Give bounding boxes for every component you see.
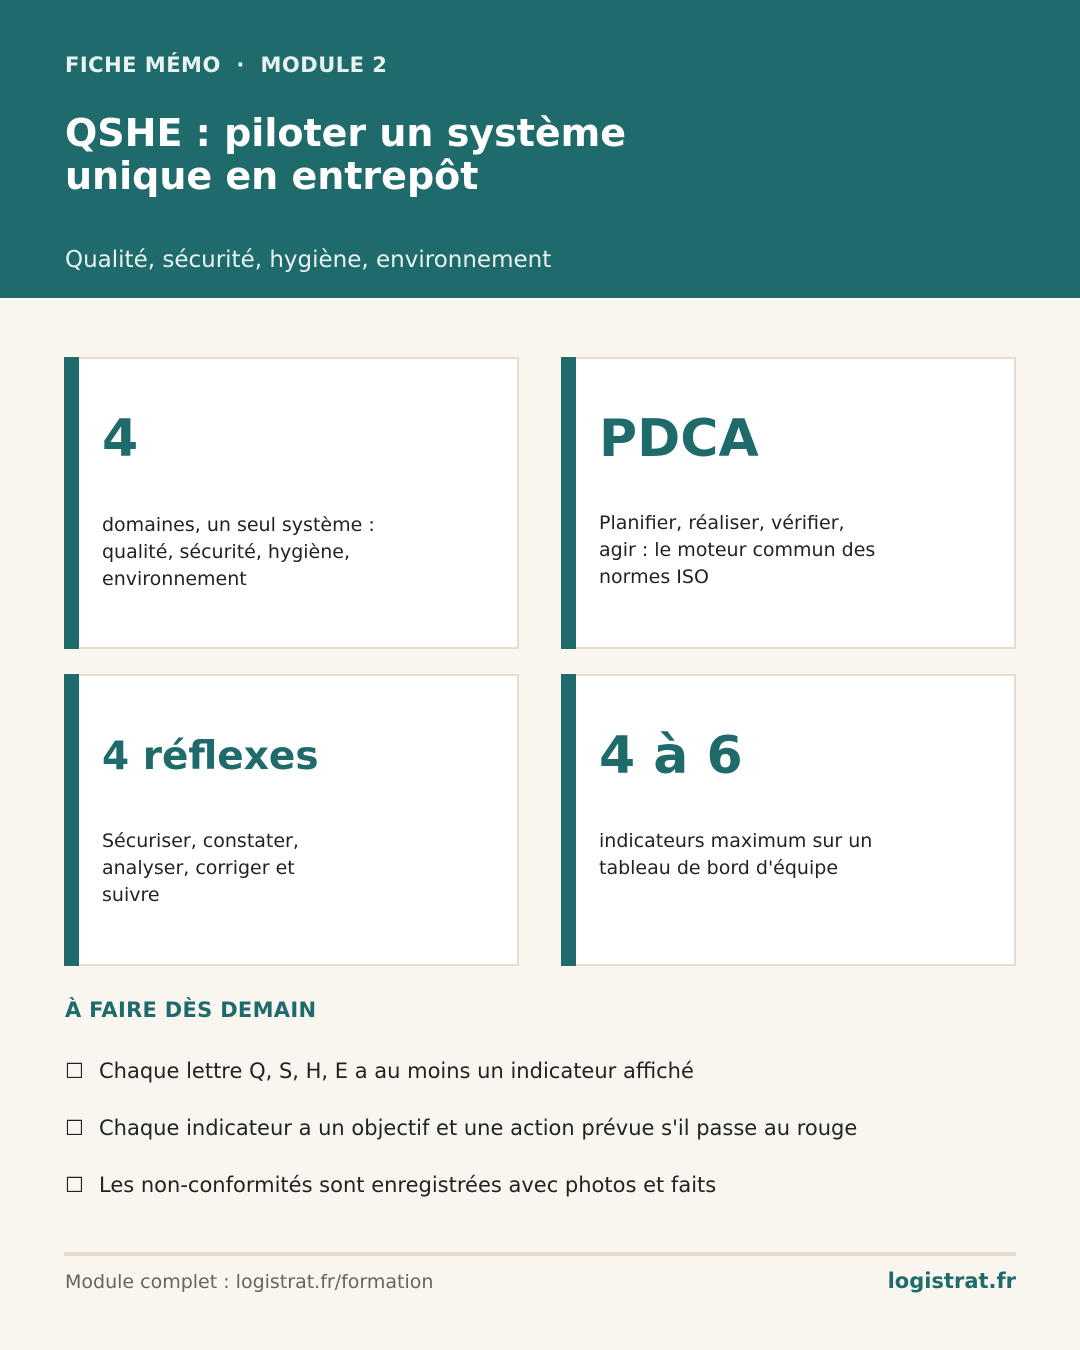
card-description: domaines, un seul système : qualité, sécurité, hygiène, environnement: [102, 514, 375, 590]
card-value: 4 à 6: [599, 726, 743, 786]
header-banner: [0, 0, 1080, 298]
subtitle: Qualité, sécurité, hygiène, environnement: [65, 247, 552, 273]
card-accent-bar: [561, 357, 576, 649]
checkbox-icon[interactable]: ☐: [65, 1059, 84, 1083]
title-line-1: QSHE : piloter un système: [65, 111, 627, 155]
stat-card-indicators: [561, 674, 1016, 966]
card-description: indicateurs maximum sur un tableau de bord d'équipe: [599, 830, 873, 879]
stat-card-reflexes: [64, 674, 519, 966]
todo-item[interactable]: [65, 1173, 716, 1197]
stat-card-domains: [64, 357, 519, 649]
card-accent-bar: [561, 674, 576, 966]
brand-logo-text[interactable]: logistrat.fr: [887, 1269, 1016, 1293]
checkbox-icon[interactable]: ☐: [65, 1116, 84, 1140]
footer-divider: [64, 1252, 1016, 1256]
todo-item-label: Les non-conformités sont enregistrées avec photos et faits: [99, 1173, 717, 1197]
card-value: 4 réflexes: [102, 734, 319, 779]
card-value: 4: [102, 409, 139, 469]
card-accent-bar: [64, 357, 79, 649]
todo-item[interactable]: [65, 1059, 694, 1083]
page-title: [65, 112, 765, 198]
card-description: Planifier, réaliser, vérifier, agir : le moteur commun des normes ISO: [599, 512, 876, 588]
stat-card-pdca: [561, 357, 1016, 649]
title-line-2: unique en entrepôt: [65, 154, 479, 198]
todo-item[interactable]: [65, 1116, 857, 1140]
card-accent-bar: [64, 674, 79, 966]
todo-item-label: Chaque lettre Q, S, H, E a au moins un indicateur affiché: [99, 1059, 694, 1083]
footer-link[interactable]: Module complet : logistrat.fr/formation: [65, 1271, 434, 1293]
card-description: Sécuriser, constater, analyser, corriger et suivre: [102, 830, 299, 906]
todo-heading: À FAIRE DÈS DEMAIN: [65, 998, 317, 1022]
checkbox-icon[interactable]: ☐: [65, 1173, 84, 1197]
card-value: PDCA: [599, 409, 759, 469]
kicker: FICHE MÉMO · MODULE 2: [65, 53, 388, 77]
todo-item-label: Chaque indicateur a un objectif et une action prévue s'il passe au rouge: [99, 1116, 858, 1140]
